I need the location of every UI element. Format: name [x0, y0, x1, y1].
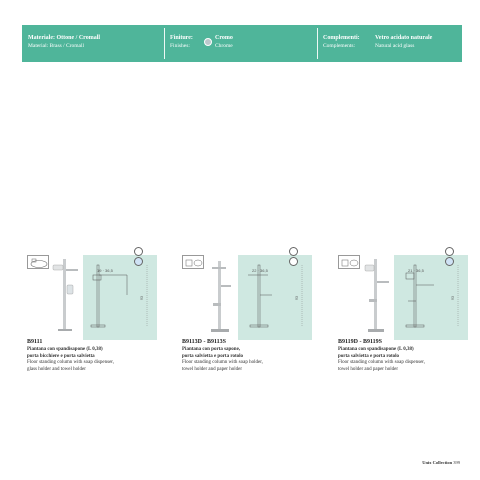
chrome-swatch-icon	[204, 38, 212, 46]
product-subtitle-it: porta salvietta e porta rotolo	[338, 353, 400, 359]
technical-drawing	[394, 255, 468, 340]
dimension-drawing	[83, 255, 157, 340]
accessories-label-en: Complements:	[323, 43, 356, 49]
materials-label-en: Material: Brass / Cromall	[28, 43, 85, 49]
spec-header-bar	[22, 25, 462, 62]
page-number: 399	[453, 460, 460, 465]
header-divider	[317, 28, 318, 59]
product-description	[338, 347, 468, 373]
product-column-image	[49, 255, 83, 340]
svg-text:93: 93	[140, 296, 144, 300]
product-photo	[182, 255, 312, 340]
accessories-value-en: Natural acid glass	[375, 43, 415, 49]
product-title-it: Piantana con spandisapone (L 0,38)	[27, 347, 103, 352]
finishes-label-en: Finishes:	[170, 43, 190, 49]
product-description	[27, 347, 157, 373]
product-title-it: Piantana con spandisapone (L 0,38)	[338, 347, 414, 352]
product-desc-en-line1: Floor standing column with soap dispenser,	[338, 360, 426, 365]
finish-glass-icon	[134, 257, 143, 266]
page-footer	[422, 460, 460, 465]
finish-chrome-icon	[134, 247, 143, 256]
finishes-cell	[170, 34, 193, 50]
dimension-label: 19 · 36,5	[97, 268, 113, 273]
top-view-thumbnail	[338, 255, 360, 269]
materials-cell	[28, 34, 100, 50]
product-subtitle-it: porta salvietta e porta rotolo	[182, 353, 244, 359]
collection-name: Unix Collection	[422, 460, 453, 465]
accessories-label-it: Complementi:	[323, 35, 360, 41]
product-description	[182, 347, 312, 373]
dimension-label: 22 · 36,5	[252, 268, 268, 273]
svg-text:93: 93	[295, 296, 299, 300]
product-column-image	[360, 255, 394, 340]
finishes-value-cell	[215, 34, 233, 50]
technical-drawing	[238, 255, 312, 340]
soap-holder-top-icon	[183, 256, 205, 270]
product-code: B9113D - B9113S	[182, 339, 227, 345]
accessories-cell	[323, 34, 360, 50]
product-desc-en-line1: Floor standing column with soap holder,	[182, 360, 263, 365]
header-divider	[164, 28, 165, 59]
technical-drawing	[83, 255, 157, 340]
top-view-thumbnail	[27, 255, 49, 269]
accessories-value-cell	[375, 34, 432, 50]
product-code: B9119D - B9119S	[338, 339, 383, 345]
product-column-image	[204, 255, 238, 340]
finish-white-icon	[289, 257, 298, 266]
accessories-value-it: Vetro acidato naturale	[375, 35, 433, 41]
materials-label-it: Materiale: Ottone / Cromall	[28, 35, 101, 41]
svg-text:93: 93	[451, 296, 455, 300]
finish-chrome-icon	[445, 247, 454, 256]
dimension-drawing	[238, 255, 312, 340]
top-view-thumbnail	[182, 255, 204, 269]
product-photo	[27, 255, 157, 340]
finishes-value-it: Cromo	[215, 35, 233, 41]
product-desc-en-line2: towel holder and paper holder	[182, 366, 242, 372]
finish-glass-icon	[445, 257, 454, 266]
product-photo	[338, 255, 468, 340]
finish-chrome-icon	[289, 247, 298, 256]
product-subtitle-it: porta bicchiere e porta salvietta	[27, 353, 95, 359]
soap-dispenser-top-icon	[28, 256, 50, 270]
product-desc-en-line2: glass holder and towel holder	[27, 366, 86, 372]
product-desc-en-line1: Floor standing column with soap dispenser,	[27, 360, 115, 365]
product-code: B9111	[27, 339, 43, 345]
dimension-label: 21 · 36,5	[408, 268, 424, 273]
product-title-it: Piantana con porta sapone,	[182, 347, 241, 352]
finishes-value-en: Chrome	[215, 43, 233, 49]
product-desc-en-line2: towel holder and paper holder	[338, 366, 398, 372]
soap-dispenser-top-icon	[339, 256, 361, 270]
finishes-label-it: Finiture:	[170, 35, 193, 41]
dimension-drawing	[394, 255, 468, 340]
